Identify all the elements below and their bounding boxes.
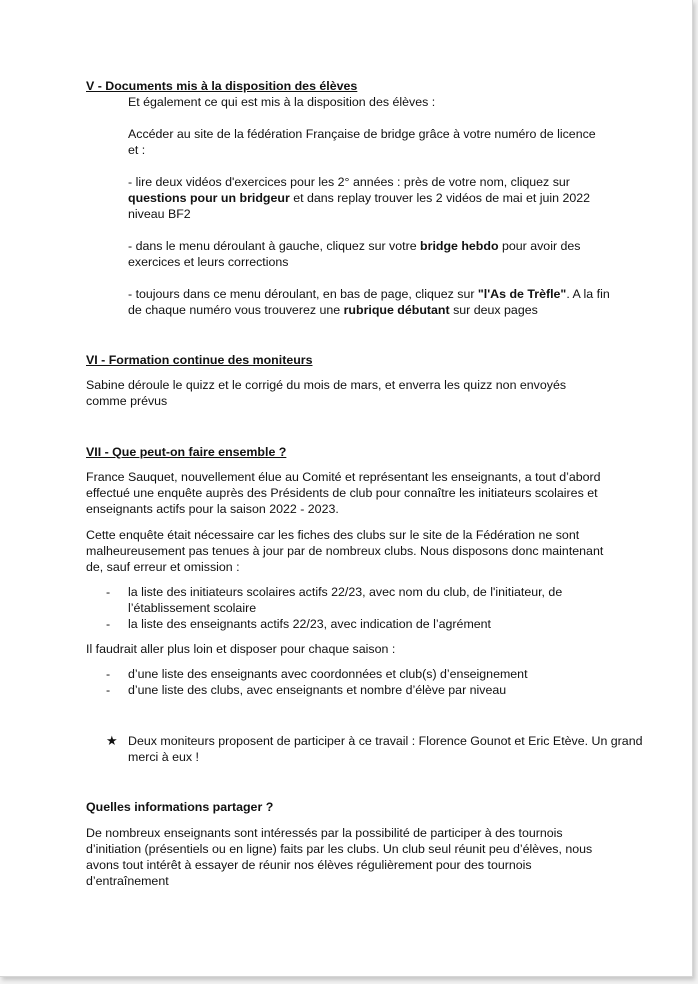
section-6-heading: VI - Formation continue des moniteurs — [86, 353, 313, 367]
section-8-heading: Quelles informations partager ? — [86, 800, 274, 814]
section-7-list-actifs — [106, 584, 586, 632]
item-trefle-suffix: sur deux pages — [449, 303, 538, 317]
list-item-text: la liste des initiateurs scolaires actifs 22/23, avec nom du club, de l'initiateur, de l’établissement scolaire — [128, 585, 563, 615]
list-item-text: la liste des enseignants actifs 22/23, avec indication de l’agrément — [128, 617, 491, 631]
item-hebdo-bold: bridge hebdo — [420, 239, 499, 253]
section-7-paragraph-1: France Sauquet, nouvellement élue au Comité et représentant les enseignants, a tout d’abord effectué une enquête auprès des Présidents de club pour connaître les initiateurs scolaires et enseignants actifs pour la saison 2022 - 2023. — [86, 470, 601, 516]
item-trefle-bold-2: rubrique débutant — [343, 303, 450, 317]
item-hebdo-suffix: pour avoir des exercices et leurs corrections — [128, 239, 581, 269]
dash-marker: - — [106, 683, 111, 697]
section-5-intro: Et également ce qui est mis à la disposition des élèves : — [128, 95, 436, 109]
item-videos-prefix: - lire deux vidéos d'exercices pour les 2° années : près de votre nom, cliquez sur — [128, 175, 570, 189]
item-videos-suffix: et dans replay trouver les 2 vidéos de mai et juin 2022 niveau BF2 — [128, 191, 591, 221]
list-item — [106, 584, 586, 616]
section-7-heading: VII - Que peut-on faire ensemble ? — [86, 445, 287, 459]
section-7-paragraph-3: Il faudrait aller plus loin et disposer pour chaque saison : — [86, 642, 396, 656]
volunteers-note — [106, 733, 648, 765]
section-5-item-videos — [128, 174, 618, 222]
list-item-text: d’une liste des enseignants avec coordonnées et club(s) d’enseignement — [128, 667, 528, 681]
volunteers-note-text: Deux moniteurs proposent de participer à ce travail : Florence Gounot et Eric Etève. Un grand merci à eux ! — [128, 734, 643, 764]
section-5-heading: V - Documents mis à la disposition des élèves — [86, 79, 358, 93]
item-hebdo-prefix: - dans le menu déroulant à gauche, cliquez sur votre — [128, 239, 421, 253]
section-5-item-as-de-trefle — [128, 286, 618, 318]
item-trefle-middle: . A la fin de chaque numéro vous trouverez une — [128, 287, 610, 317]
list-item — [106, 616, 586, 632]
item-trefle-prefix: - toujours dans ce menu déroulant, en bas de page, cliquez sur — [128, 287, 478, 301]
item-trefle-bold-1: "l'As de Trèfle" — [477, 287, 567, 301]
section-5-access-text: Accéder au site de la fédération Française de bridge grâce à votre numéro de licence et : — [128, 127, 596, 157]
section-8-text: De nombreux enseignants sont intéressés par la possibilité de participer à des tournois d’initiation (présentiels ou en ligne) faits par les clubs. Un club seul réunit peu d’élèves, nous avons tout intérêt à essayer de réunir nos élèves régulièrement pour des tournois d’entraînement — [86, 826, 593, 888]
section-6-text: Sabine déroule le quizz et le corrigé du mois de mars, et enverra les quizz non envoyés comme prévus — [86, 378, 567, 408]
dash-marker: - — [106, 617, 111, 631]
dash-marker: - — [106, 667, 111, 681]
item-videos-bold: questions pour un bridgeur — [128, 191, 290, 205]
star-icon: ★ — [106, 733, 118, 748]
dash-marker: - — [106, 585, 111, 599]
section-5-item-bridge-hebdo — [128, 238, 618, 270]
section-7-paragraph-2: Cette enquête était nécessaire car les fiches des clubs sur le site de la Fédération ne sont malheureusement pas tenues à jour par de nombreux clubs. Nous disposons donc maintenant de, sauf erreur et omission : — [86, 528, 604, 574]
section-7-list-saison — [106, 666, 586, 698]
list-item — [106, 666, 586, 682]
list-item-text: d’une liste des clubs, avec enseignants et nombre d’élève par niveau — [128, 683, 507, 697]
list-item — [106, 682, 586, 698]
